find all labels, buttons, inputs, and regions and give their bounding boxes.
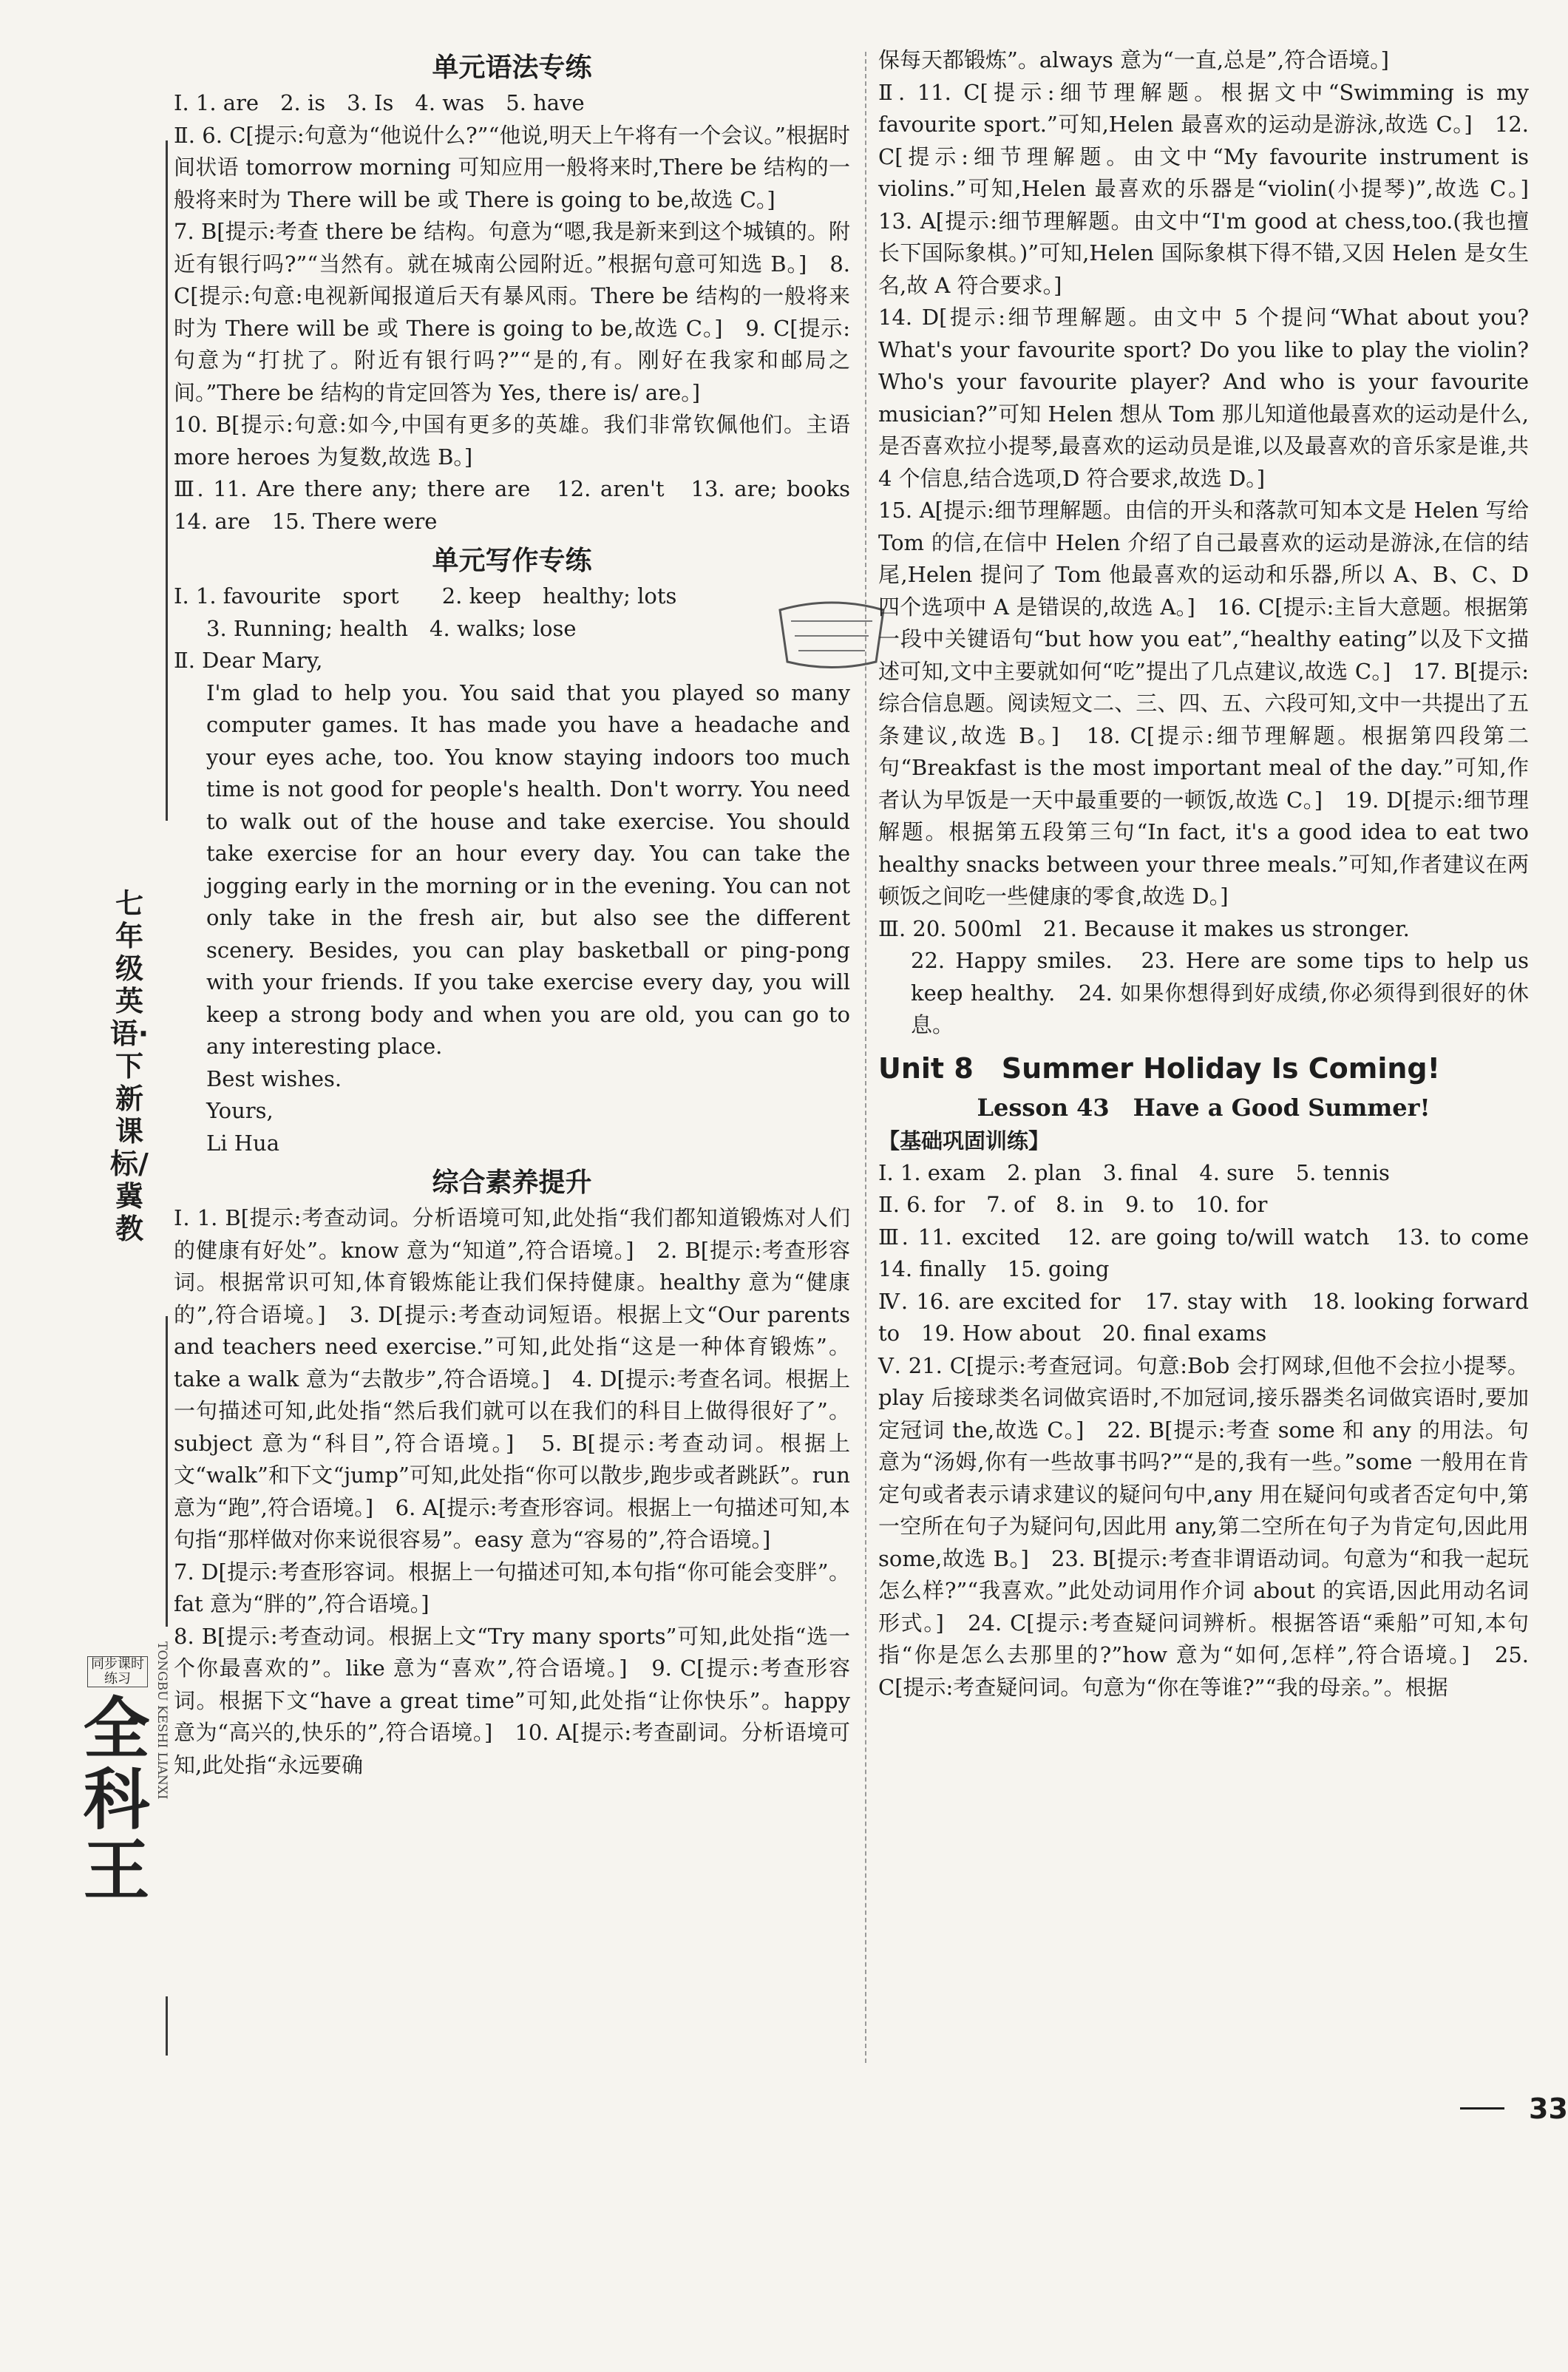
comprehensive-q1-6: Ⅰ. 1. B[提示:考查动词。分析语境可知,此处指“我们都知道锻炼对人们的健康有好处”。know 意为“知道”,符合语境。] 2. B[提示:考查形容词。根据常识可知,体育锻炼能让我们保持健康。healthy 意为“健康的”,符合语境。] 3. D[提示:考查动词短语。根据上文“Our parents and teachers need exercise.”可知,此处指“这是一种体育锻炼”。take a walk 意为“去散步”,符合语境。] 4. D[提示:考查名词。根据上一句描述可知,此处指“然后我们就可以在我们的科目上做得很好了”。subject 意为“科目”,符合语境。] 5. B[提示:考查动词。根据上文“walk”和下文“jump”可知,此处指“你可以散步,跑步或者跳跃”。run 意为“跑”,符合语境。] 6. A[提示:考查形容词。根据上一句描述可知,本句指“那样做对你来说很容易”。easy 意为“容易的”,符合语境。] [174, 1205, 850, 1552]
grammar-q10: 10. B[提示:句意:如今,中国有更多的英雄。我们非常钦佩他们。主语 more heroes 为复数,故选 B。] [174, 412, 850, 470]
heading-writing: 单元写作专练 [432, 545, 592, 576]
lesson-part4: Ⅳ. 16. are excited for 17. stay with 18. looking forward to 19. How about 20. final exams [878, 1288, 1529, 1346]
reading-q11-13: Ⅱ. 11. C[提示:细节理解题。根据文中“Swimming is my favourite sport.”可知,Helen 最喜欢的运动是游泳,故选 C。] 12. C[提示:细节理解题。由文中“My favourite instrument is violins.”可知,Helen 最喜欢的乐器是“violin(小提琴)”,故选 C。] 13. A[提示:细节理解题。由文中“I'm good at chess,too.(我也擅长下国际象棋。)”可知,Helen 国际象棋下得不错,又因 Helen 是女生名,故 A 符合要求。] [878, 79, 1551, 298]
left-column [174, 44, 872, 1781]
answer-continuation: 保每天都锻炼”。always 意为“一直,总是”,符合语境。] [878, 47, 1389, 72]
lesson-title: Lesson 43 Have a Good Summer! [977, 1093, 1430, 1122]
grammar-part1: Ⅰ. 1. are 2. is 3. Is 4. was 5. have [174, 90, 585, 115]
writing-part1b: 3. Running; health 4. walks; lose [206, 615, 577, 641]
letter-salutation: Ⅱ. Dear Mary, [174, 648, 323, 673]
reading-q14: 14. D[提示:细节理解题。由文中 5 个提问“What about you? What's your favourite sport? Do you like to play the violin? Who's your favourite player? And who is your favourite musician?”可知 Helen 想从 Tom 那儿知道他最喜欢的运动是什么,是否喜欢拉小提琴,最喜欢的运动员是谁,以及最喜欢的音乐家是谁,共 4 个信息,结合选项,D 符合要求,故选 D。] [878, 305, 1529, 491]
stamp-seal-graphic [773, 595, 891, 677]
writing-part1a: Ⅰ. 1. favourite sport 2. keep healthy; lots [174, 583, 677, 609]
answers-q20-21: Ⅲ. 20. 500ml 21. Because it makes us stronger. [878, 915, 1410, 941]
heading-grammar: 单元语法专练 [432, 52, 592, 83]
spine-pinyin: TONGBU KESHI LIANXI [155, 1641, 169, 1800]
reading-q15-19: 15. A[提示:细节理解题。由信的开头和落款可知本文是 Helen 写给 Tom 的信,在信中 Helen 介绍了自己最喜欢的运动是游泳,在信的结尾,Helen 提问了 Tom 他最喜欢的运动和乐器,所以 A、B、C、D 四个选项中 A 是错误的,故选 A。] 16. C[提示:主旨大意题。根据第一段中关键语句“but how you eat”,“healthy eating”以及下文描述可知,文中主要就如何“吃”提出了几点建议,故选 C。] 17. B[提示:综合信息题。阅读短文二、三、四、五、六段可知,文中一共提出了五条建议,故选 B。] 18. C[提示:细节理解题。根据第四段第二句“Breakfast is the most important meal of the day.”可知,作者认为早饭是一天中最重要的一顿饭,故选 C。] 19. D[提示:细节理解题。根据第五段第三句“In fact, it's a good idea to eat two healthy snacks between your three meals.”可知,作者建议在两顿饭之间吃一些健康的零食,故选 D。] [878, 498, 1529, 909]
right-column [878, 44, 1551, 1704]
spine-brand-logo: 全科王 [83, 1690, 150, 1910]
letter-closing: Best wishes. [206, 1065, 342, 1091]
spine-rule-bottom [166, 1996, 168, 2056]
grammar-q6: Ⅱ. 6. C[提示:句意为“他说什么?”“他说,明天上午将有一个会议。”根据时间状语 tomorrow morning 可知应用一般将来时,There be 结构的一般将来时为 There will be 或 There is going to be,故选 C。] [174, 122, 850, 212]
spine-sub-brand: 同步课时练习 [87, 1656, 148, 1687]
comprehensive-q8-10: 8. B[提示:考查动词。根据上文“Try many sports”可知,此处指“选一个你最喜欢的”。like 意为“喜欢”,符合语境。] 9. C[提示:考查形容词。根据下文“have a great time”可知,此处指“让你快乐”。happy 意为“高兴的,快乐的”,符合语境。] 10. A[提示:考查副词。分析语境可知,此处指“永远要确 [174, 1623, 850, 1778]
column-divider [865, 52, 866, 2063]
answers-q22-24: 22. Happy smiles. 23. Here are some tips to help us keep healthy. 24. 如果你想得到好成绩,你必须得到很好的休息。 [911, 948, 1529, 1037]
lesson-part5: Ⅴ. 21. C[提示:考查冠词。句意:Bob 会打网球,但他不会拉小提琴。play 后接球类名词做宾语时,不加冠词,接乐器类名词做宾语时,要加定冠词 the,故选 C。] 22. B[提示:考查 some 和 any 的用法。句意为“汤姆,你有一些故事书吗?”“是的,我有一些。”some 一般用在肯定句或者表示请求建议的疑问句中,any 用在疑问句或者否定句中,第一空所在句子为疑问句,因此用 any,第二空所在句子为肯定句,因此用 some,故选 B。] 23. B[提示:考查非谓语动词。句意为“和我一起玩怎么样?”“我喜欢。”此处动词用作介词 about 的宾语,因此用动名词形式。] 24. C[提示:考查疑问词辨析。根据答语“乘船”可知,本句指“你是怎么去那里的?”how 意为“如何,怎样”,符合语境。] 25. C[提示:考查疑问词。句意为“你在等谁?”“我的母亲。”。根据 [878, 1352, 1529, 1700]
page-number: 33 [1529, 2093, 1568, 2125]
lesson-part2: Ⅱ. 6. for 7. of 8. in 9. to 10. for [878, 1192, 1268, 1217]
comprehensive-q7: 7. D[提示:考查形容词。根据上一句描述可知,本句指“你可能会变胖”。fat 意为“胖的”,符合语境。] [174, 1559, 850, 1616]
grammar-part3: Ⅲ. 11. Are there any; there are 12. aren't 13. are; books 14. are 15. There were [174, 476, 872, 534]
lesson-part1: Ⅰ. 1. exam 2. plan 3. final 4. sure 5. tennis [878, 1159, 1390, 1185]
unit-title: Unit 8 Summer Holiday Is Coming! [878, 1051, 1440, 1085]
section-tag: 【基础巩固训练】 [878, 1128, 1051, 1153]
spine-title: 七年级英语·下 新课标/冀教 [109, 887, 172, 1245]
grammar-q7-9: 7. B[提示:考查 there be 结构。句意为“嗯,我是新来到这个城镇的。附近有银行吗?”“当然有。就在城南公园附近。”根据句意可知选 B。] 8. C[提示:句意:电视新闻报道后天有暴风雨。There be 结构的一般将来时为 There will be 或 There is going to be,故选 C。] 9. C[提示:句意为“打扰了。附近有银行吗?”“是的,有。刚好在我家和邮局之间。”There be 结构的肯定回答为 Yes, there is/ are。] [174, 219, 850, 405]
page-number-rule [1460, 2107, 1504, 2110]
stamp-seal [773, 595, 891, 677]
letter-yours: Yours, [206, 1098, 274, 1123]
letter-body: I'm glad to help you. You said that you played so many computer games. It has made you have a headache and your eyes ache, too. You know staying indoors too much time is not good for people's health. Don't worry. You need to walk out of the house and take exercise. You should take exercise for an hour every day. You can take the jogging early in the morning or in the evening. You can not only take in the fresh air, but also see the different scenery. Besides, you can play basketball or ping-pong with your friends. If you take exercise every day, you will keep a strong body and when you are old, you can go to any interesting place. [206, 680, 850, 1059]
spine-rule-top [166, 140, 168, 821]
lesson-part3: Ⅲ. 11. excited 12. are going to/will watch 13. to come 14. finally 15. going [878, 1224, 1551, 1281]
spine-rule-mid [166, 1316, 168, 1627]
letter-signature: Li Hua [206, 1130, 280, 1156]
heading-comprehensive: 综合素养提升 [432, 1167, 592, 1198]
